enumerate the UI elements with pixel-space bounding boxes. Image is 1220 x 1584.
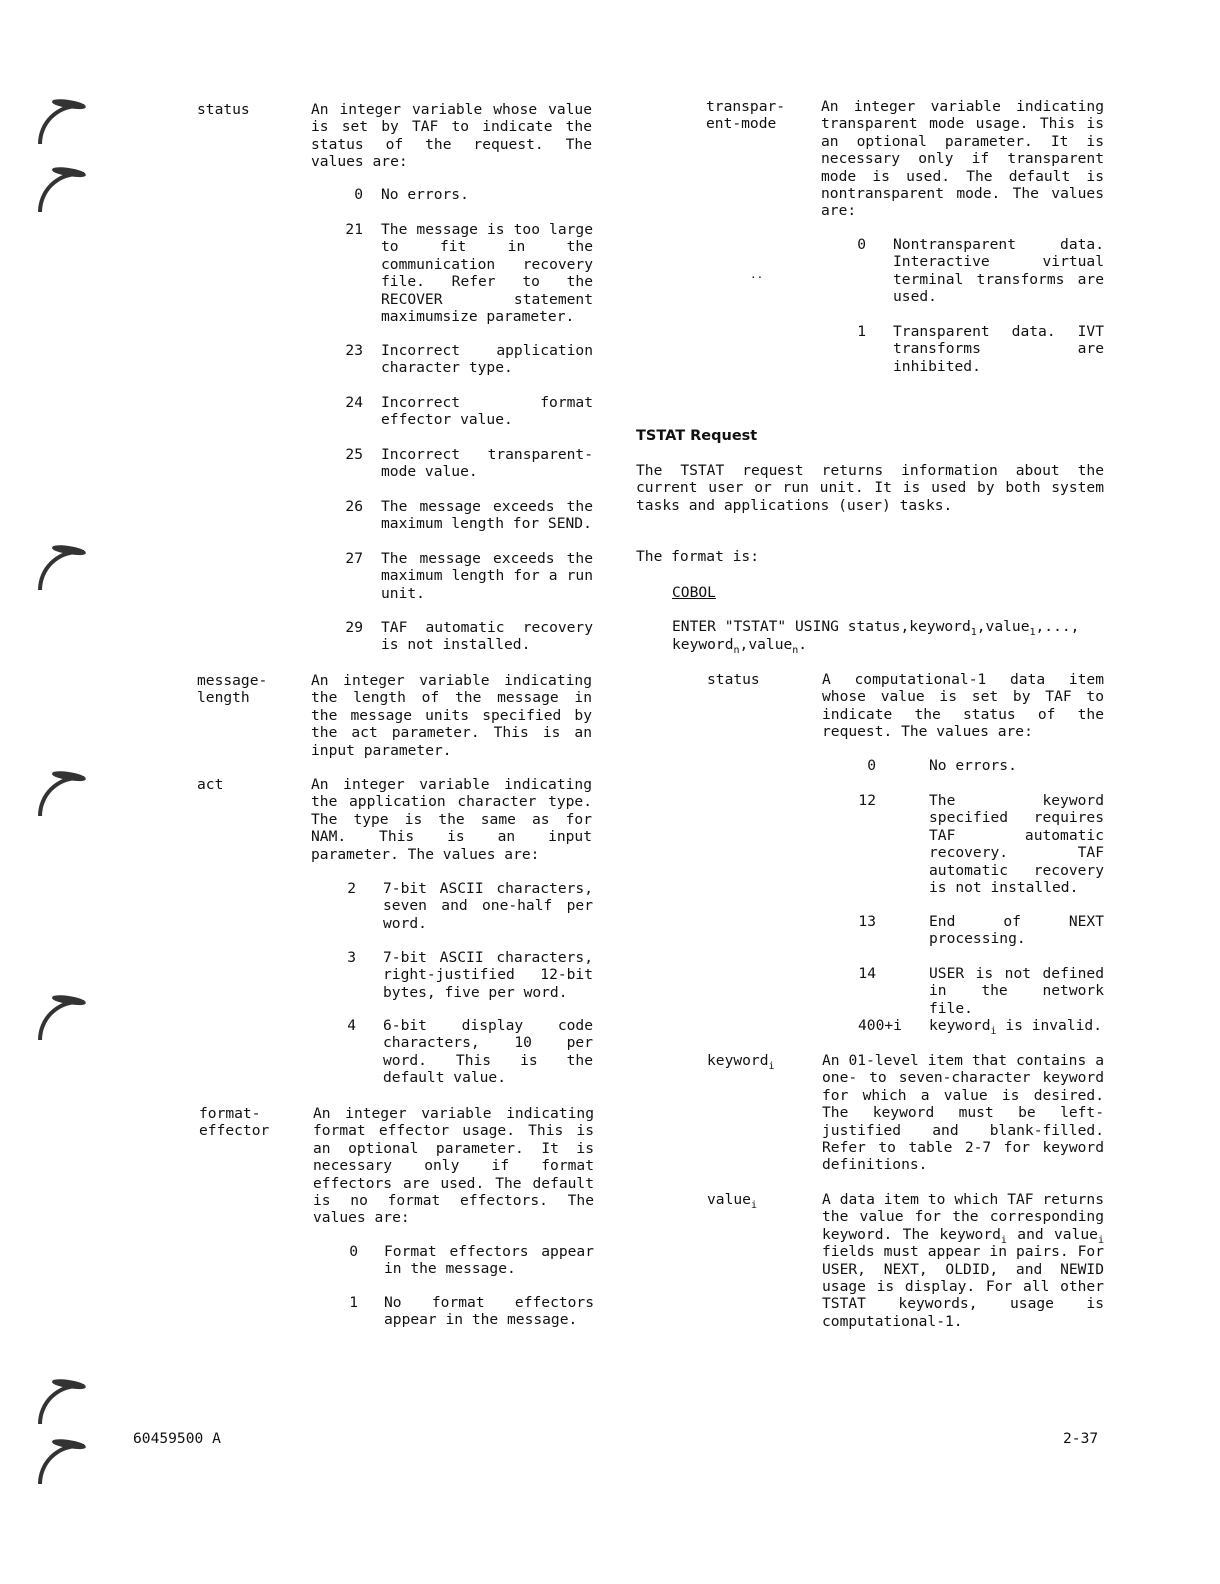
binder-hole: [38, 104, 84, 144]
binder-hole: [38, 776, 84, 816]
value-text: No format effectors appear in the message.: [384, 1294, 594, 1329]
value-code: 0: [349, 1243, 358, 1260]
cobol-label: COBOL: [672, 584, 716, 601]
value-code: 21: [345, 221, 363, 238]
value-code: 29: [345, 619, 363, 636]
keyword-description: An 01-level item that contains a one- to seven-character keyword for which a value is desired. The keyword must be left-justified and blank-filled. Refer to table 2-7 for keyword definitions.: [822, 1052, 1104, 1174]
value-code: 23: [345, 342, 363, 359]
value-text: Incorrect application character type.: [381, 342, 593, 377]
message-length-description: An integer variable indicating the length of the message in the message units specified by the act parameter. This is an input parameter.: [311, 672, 592, 759]
term-message-length: message- length: [197, 672, 268, 707]
value-code: 24: [345, 394, 363, 411]
value-text: The message exceeds the maximum length for SEND.: [381, 498, 593, 533]
section-heading: TSTAT Request: [636, 428, 758, 444]
value-text: The message exceeds the maximum length for a run unit.: [381, 550, 593, 602]
format-label: The format is:: [636, 548, 760, 565]
value-text: The keyword specified requires TAF automatic recovery. TAF automatic recovery is not installed.: [929, 792, 1104, 897]
value-code: 0: [354, 186, 363, 203]
enter-statement-line2: keyword$_n$,value$_n$.: [672, 636, 808, 656]
value-text: USER is not defined in the network file.: [929, 965, 1104, 1017]
document-number: 60459500 A: [133, 1430, 221, 1447]
value-code: 12: [858, 792, 876, 809]
enter-statement-line1: ENTER "TSTAT" USING status,keyword$_1$,value$_1$,...,: [672, 618, 1080, 638]
value-text: End of NEXT processing.: [929, 913, 1104, 948]
value-code: 1: [857, 323, 866, 340]
binder-hole: [38, 1384, 84, 1424]
value-text: 7-bit ASCII characters, seven and one-half per word.: [383, 880, 593, 932]
value-text: Transparent data. IVT transforms are inhibited.: [893, 323, 1104, 375]
value-text: Incorrect transparent-mode value.: [381, 446, 593, 481]
value-code: 26: [345, 498, 363, 515]
value-text: keyword$_i$ is invalid.: [929, 1017, 1102, 1037]
term-act: act: [197, 776, 224, 793]
value-text: No errors.: [381, 186, 469, 203]
value-text: Nontransparent data. Interactive virtual terminal transforms are used.: [893, 236, 1104, 306]
page-number: 2-37: [1063, 1430, 1099, 1447]
value-description: A data item to which TAF returns the value for the corresponding keyword. The keyword$_i$ and value$_i$ fields must appear in pairs. For USER, NEXT, OLDID, and NEWID usage is display. For all other TSTAT keywords, usage is computational-1.: [822, 1191, 1104, 1330]
value-code: 0: [867, 757, 876, 774]
binder-hole: [38, 1000, 84, 1040]
binder-hole: [38, 172, 84, 212]
act-description: An integer variable indicating the application character type. The type is the same as for NAM. This is an input parameter. The values are:: [311, 776, 592, 863]
value-text: The message is too large to fit in the communication recovery file. Refer to the RECOVER statement maximumsize parameter.: [381, 221, 593, 326]
stray-mark: ..: [750, 268, 764, 281]
value-text: Format effectors appear in the message.: [384, 1243, 594, 1278]
value-text: TAF automatic recovery is not installed.: [381, 619, 593, 654]
value-code: 400+i: [858, 1017, 902, 1034]
value-code: 3: [347, 949, 356, 966]
binder-hole: [38, 550, 84, 590]
value-code: 27: [345, 550, 363, 567]
status-description: A computational-1 data item whose value is set by TAF to indicate the status of the request. The values are:: [822, 671, 1104, 741]
value-text: Incorrect format effector value.: [381, 394, 593, 429]
transparent-mode-description: An integer variable indicating transparent mode usage. This is an optional parameter. It is necessary only if transparent mode is used. The default is nontransparent mode. The values are:: [821, 98, 1104, 220]
value-code: 4: [347, 1017, 356, 1034]
value-code: 25: [345, 446, 363, 463]
binder-hole: [38, 1444, 84, 1484]
value-text: No errors.: [929, 757, 1017, 774]
format-effector-description: An integer variable indicating format effector usage. This is an optional parameter. It is necessary only if format effectors are used. The default is no format effectors. The values are:: [313, 1105, 594, 1227]
value-text: 7-bit ASCII characters, right-justified 12-bit bytes, five per word.: [383, 949, 593, 1001]
value-code: 0: [857, 236, 866, 253]
term-status: status: [707, 671, 760, 688]
term-keyword: keyword$_i$: [707, 1052, 775, 1072]
value-code: 14: [858, 965, 876, 982]
value-code: 13: [858, 913, 876, 930]
term-transparent-mode: transpar- ent-mode: [706, 98, 786, 133]
value-code: 1: [349, 1294, 358, 1311]
term-format-effector: format- effector: [199, 1105, 270, 1140]
value-text: 6-bit display code characters, 10 per word. This is the default value.: [383, 1017, 593, 1087]
term-status: status: [197, 101, 250, 118]
term-value: value$_i$: [707, 1191, 757, 1211]
status-description: An integer variable whose value is set by TAF to indicate the status of the request. The values are:: [311, 101, 592, 171]
value-code: 2: [347, 880, 356, 897]
tstat-intro: The TSTAT request returns information about the current user or run unit. It is used by both system tasks and applications (user) tasks.: [636, 462, 1104, 514]
